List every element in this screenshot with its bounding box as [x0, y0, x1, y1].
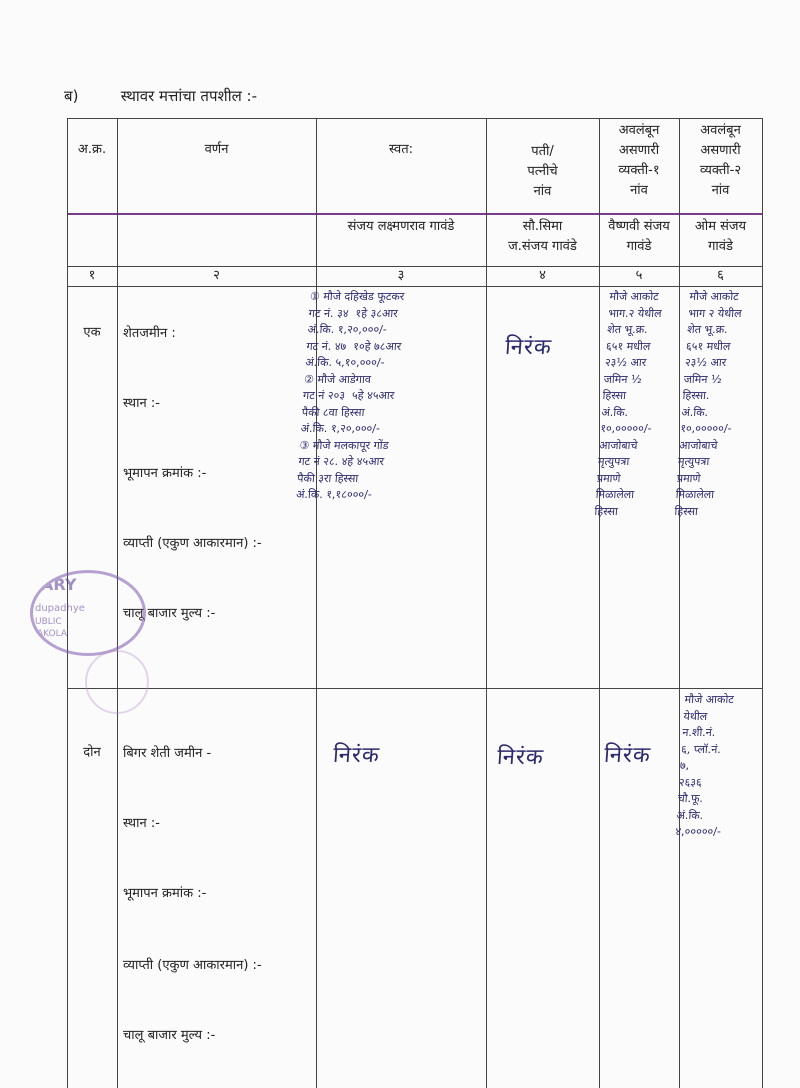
header-serial: अ.क्र. [77, 142, 107, 157]
dependent-2-name [679, 217, 762, 257]
col-line-4 [599, 118, 600, 1088]
column-number: २ [213, 268, 220, 283]
self-nonagri-nil: निरंक [332, 743, 381, 768]
column-number: ६ [717, 268, 724, 283]
dep2-nonagri-details: मौजे आकोट येथील न.शी.नं. ६, प्लॉ.नं. ७, २६३६ चौ.फू. अं.कि. ४,०००००/- [674, 693, 735, 838]
header-dep2-line: नांव [711, 183, 730, 198]
header-dep1-line: व्यक्ती-१ [618, 163, 660, 178]
numbers-divider [67, 286, 762, 287]
dep1-name-line: गावंडे [626, 239, 652, 254]
table-right-border [762, 118, 763, 1088]
stamp-text: dupadhye [35, 603, 85, 614]
row-divider [67, 688, 762, 689]
dep2-name-line: गावंडे [708, 239, 733, 254]
header-spouse [486, 142, 599, 202]
dep1-land-details: मौजे आकोट भाग.२ येथील शेत भू.क्र. ६५१ मधील २३½ आर जमिन ½ हिस्सा अं.कि. १०,०००००/- आजोबाचे मृत्युपत्रा प्रमाणे मिळालेला हिस्सा [594, 290, 663, 518]
header-spouse-line: पती/ [531, 144, 554, 159]
dep1-name-line: वैष्णवी संजय [608, 219, 670, 234]
col-line-2 [316, 118, 317, 1088]
stamp-text: AKOLA [37, 629, 68, 639]
self-name: संजय लक्ष्मणराव गावंडे [347, 219, 455, 234]
col-line-5 [679, 118, 680, 1088]
stamp-text: UBLIC [35, 617, 62, 627]
row-label: भूमापन क्रमांक :- [123, 466, 207, 481]
dep2-name-line: ओम संजय [694, 219, 747, 234]
column-number: १ [88, 268, 96, 283]
section-number: ब) [64, 87, 79, 105]
header-dependent-2 [679, 121, 762, 201]
row-label: चालू बाजार मुल्य :- [123, 606, 216, 621]
dependent-1-name [599, 217, 679, 257]
header-divider [67, 213, 762, 215]
spouse-nonagri-nil: निरंक [496, 745, 545, 770]
row-label: स्थान :- [123, 816, 160, 831]
column-number: ३ [397, 268, 405, 283]
header-spouse-line: नांव [533, 184, 552, 199]
row-label: व्याप्ती (एकुण आकारमान) :- [123, 536, 262, 551]
spouse-name-line: ज.संजय गावंडे [508, 239, 577, 254]
header-self: स्वत: [388, 142, 414, 157]
header-dep2-line: असणारी [700, 143, 741, 158]
header-description: वर्णन [204, 142, 229, 157]
spouse-name-line: सौ.सिमा [522, 219, 563, 234]
row-label: चालू बाजार मुल्य :- [123, 1028, 216, 1043]
section-title: स्थावर मत्तांचा तपशील :- [120, 87, 257, 105]
column-number: ५ [635, 268, 643, 283]
header-dep1-line: अवलंबून [618, 123, 660, 138]
col-line-3 [486, 118, 487, 1088]
row-label: स्थान :- [123, 396, 160, 411]
section-heading [64, 86, 257, 106]
header-dep1-line: असणारी [618, 143, 660, 158]
row-serial: एक [83, 325, 101, 340]
header-dep1-line: नांव [630, 183, 648, 198]
header-dep2-line: अवलंबून [700, 123, 741, 138]
row-label: शेतजमीन : [123, 326, 176, 341]
row-label: बिगर शेती जमीन - [123, 746, 212, 761]
column-number: ४ [539, 268, 546, 283]
row-label: व्याप्ती (एकुण आकारमान) :- [123, 958, 262, 973]
stamp-text: ARY [41, 575, 77, 594]
header-dep2-line: व्यक्ती-२ [699, 163, 742, 178]
row-label: भूमापन क्रमांक :- [123, 886, 207, 901]
dep1-nonagri-nil: निरंक [603, 743, 652, 768]
faded-stamp-mark [85, 650, 149, 714]
header-spouse-line: पत्नीचे [527, 164, 558, 179]
spouse-name [486, 217, 599, 257]
self-land-details: ① मौजे दहिखेड फूटकर गट नं. ३४ १हे ३८आर अं.कि. १,२०,०००/- गट नं. ४७ १०हे ७८आर अं.कि. ५,१०,०००/- ② मौजे आडेगाव गट नं २०३ ५हे ४५आर पैकी ८वा हिस्सा अं.कि. १,२०,०००/- ③ मौजे मलकापूर गोंड गट नं २८. ४हे ४५आर पैकी ३रा हिस्सा अं.कि. १,१८०००/- [295, 290, 405, 501]
header-dependent-1 [599, 121, 679, 201]
table-top-border [67, 118, 762, 119]
notary-stamp [30, 570, 146, 656]
row-serial: दोन [83, 745, 101, 760]
dep2-land-details: मौजे आकोट भाग २ येथील शेत भू.क्र. ६५१ मधील २३½ आर जमिन ½ हिस्सा. अं.कि. १०,०००००/- आजोबाचे मृत्युपत्रा प्रमाणे मिळालेला हिस्सा [674, 290, 743, 518]
spouse-land-nil: निरंक [504, 335, 553, 360]
